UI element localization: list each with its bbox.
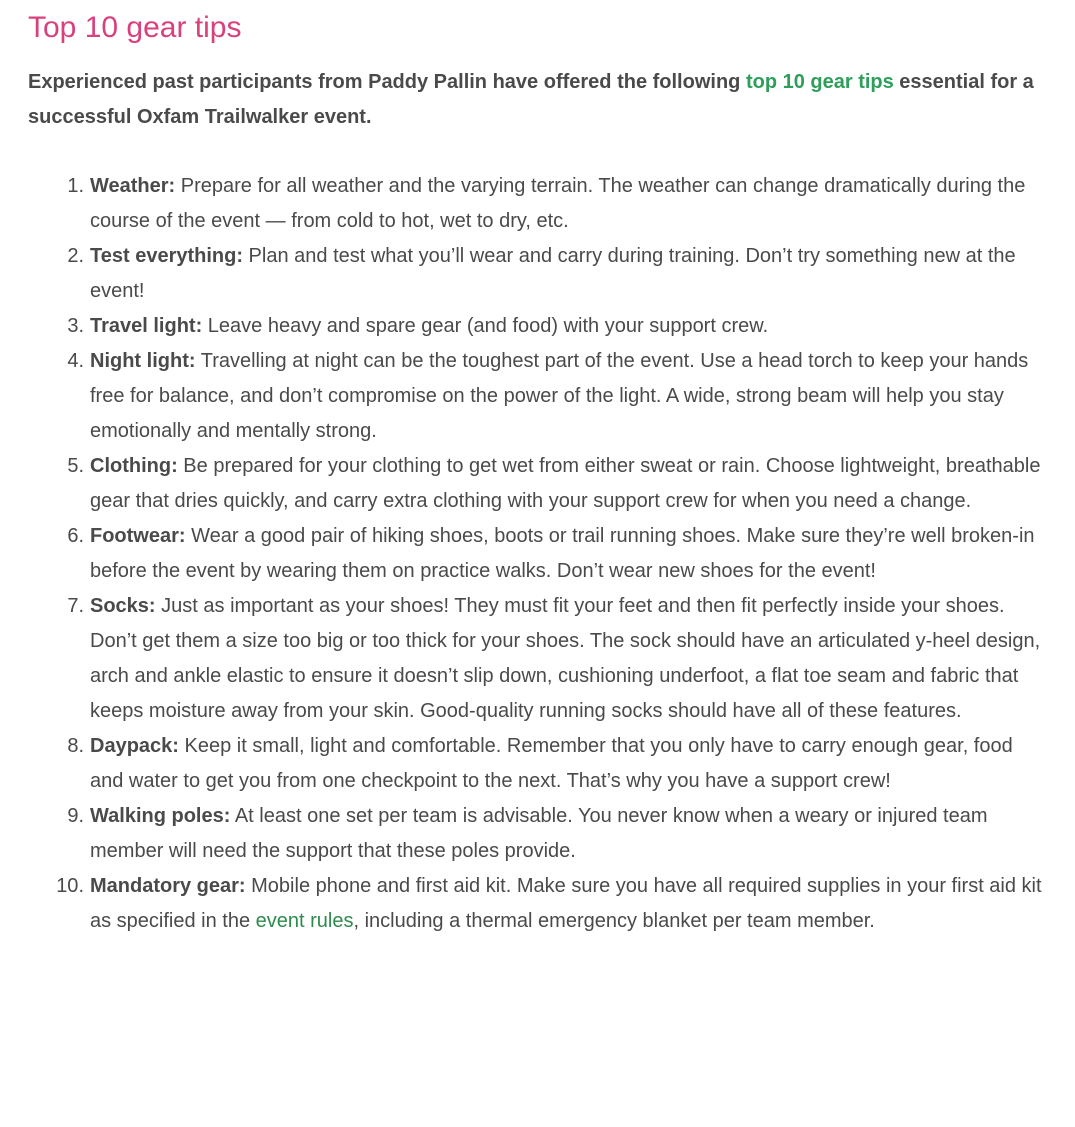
tip-heading: Socks: [90,595,156,617]
list-item [90,729,1047,799]
intro-paragraph [28,65,1047,135]
tip-heading: Test everything: [90,245,243,267]
list-item [90,449,1047,519]
intro-text-before: Experienced past participants from Paddy Pallin have offered the following [28,71,746,93]
tip-heading: Footwear: [90,525,186,547]
tip-text: Wear a good pair of hiking shoes, boots or trail running shoes. Make sure they’re well broken-in before the event by wearing them on practice walks. Don’t wear new shoes for the event! [90,525,1035,582]
gear-tips-link[interactable]: top 10 gear tips [745,71,894,93]
list-item [90,239,1047,309]
event-rules-link[interactable]: event rules [255,910,354,932]
tip-text: Leave heavy and spare gear (and food) with your support crew. [202,315,769,337]
tip-text: At least one set per team is advisable. You never know when a weary or injured team member will need the support that these poles provide. [90,805,988,862]
list-item [90,169,1047,239]
tip-heading: Mandatory gear: [90,875,246,897]
list-item [90,519,1047,589]
tip-heading: Travel light: [90,315,203,337]
tip-text: Just as important as your shoes! They must fit your feet and then fit perfectly inside your shoes. Don’t get them a size too big or too thick for your shoes. The sock should have an articulated y-heel design, arch and ankle elastic to ensure it doesn’t slip down, cushioning underfoot, a flat toe seam and fabric that keeps moisture away from your skin. Good-quality running socks should have all of these features. [90,595,1041,722]
tip-text: Mobile phone and first aid kit. Make sure you have all required supplies in your first aid kit as specified in the [90,875,1042,932]
tip-text: Prepare for all weather and the varying terrain. The weather can change dramatically during the course of the event — from cold to hot, wet to dry, etc. [90,175,1026,232]
tip-heading: Clothing: [90,455,178,477]
tip-text: Keep it small, light and comfortable. Remember that you only have to carry enough gear, food and water to get you from one checkpoint to the next. That’s why you have a support crew! [90,735,1013,792]
list-item [90,869,1047,939]
list-item [90,799,1047,869]
tip-text: Travelling at night can be the toughest part of the event. Use a head torch to keep your hands free for balance, and don’t compromise on the power of the light. A wide, strong beam will help you stay emotionally and mentally strong. [90,350,1029,442]
tip-heading: Daypack: [90,735,179,757]
page-title: Top 10 gear tips [28,11,242,44]
tip-heading: Night light: [90,350,196,372]
intro-text-after: essential for a successful Oxfam Trailwalker event. [28,71,1034,128]
list-item [90,309,1047,344]
gear-tips-list [28,169,1047,939]
tip-text: Be prepared for your clothing to get wet from either sweat or rain. Choose lightweight, breathable gear that dries quickly, and carry extra clothing with your support crew for when you need a change. [90,455,1041,512]
tip-text: Plan and test what you’ll wear and carry during training. Don’t try something new at the event! [90,245,1016,302]
tip-heading: Walking poles: [90,805,231,827]
list-item [90,589,1047,729]
tip-heading: Weather: [90,175,176,197]
list-item [90,344,1047,449]
tip-text-after: , including a thermal emergency blanket per team member. [353,910,875,932]
